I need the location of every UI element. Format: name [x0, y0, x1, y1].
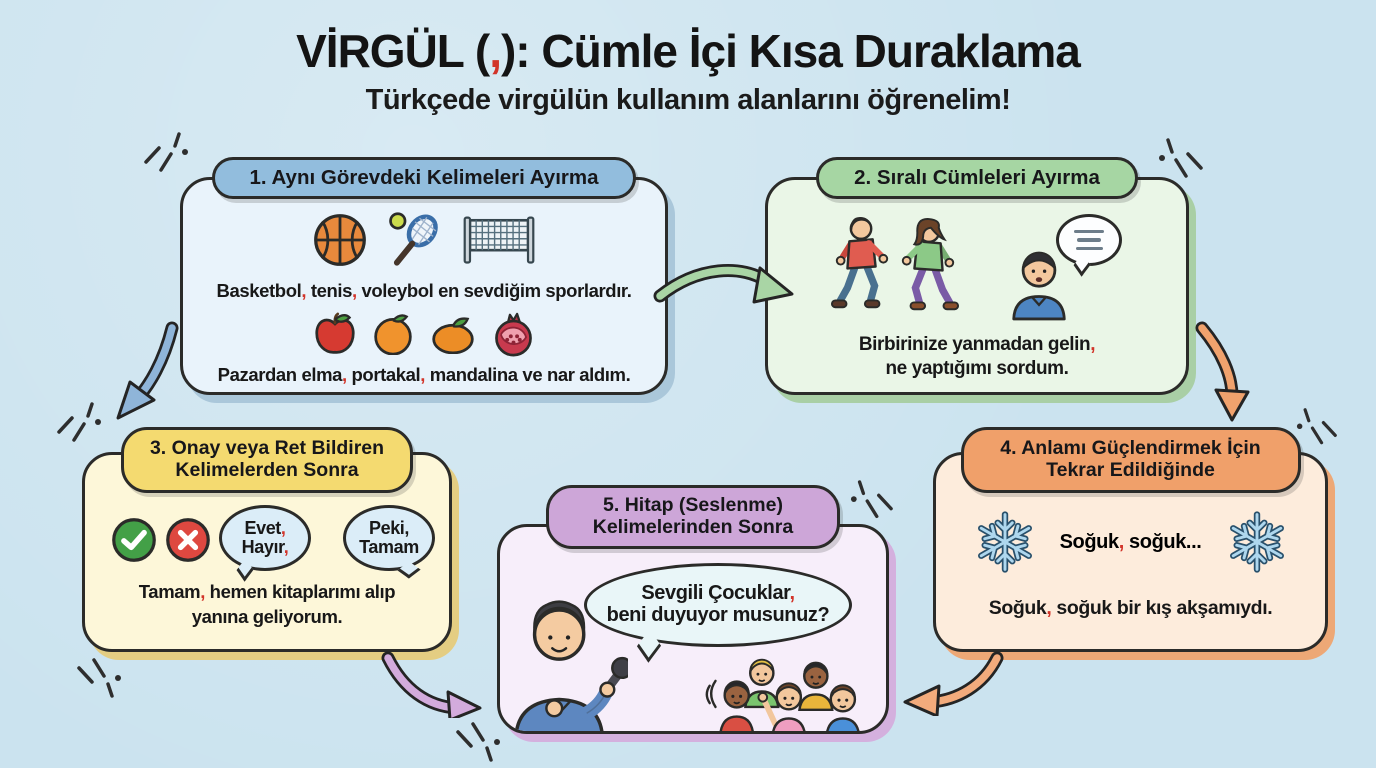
- text-segment: Peki,: [368, 517, 410, 538]
- page-subtitle: Türkçede virgülün kullanım alanlarını öğrenelim!: [365, 84, 1011, 116]
- example-sentence: [768, 334, 1186, 356]
- text-segment: Evet: [244, 517, 281, 538]
- text-segment: tenis: [306, 280, 353, 301]
- red-comma: ,: [420, 364, 426, 385]
- bubble-word: [369, 519, 409, 538]
- tennis-racket-icon: [386, 211, 444, 269]
- text-segment: Soğuk: [988, 597, 1047, 619]
- bubble-text-line: [1076, 247, 1103, 251]
- rule-box-4: [933, 437, 1328, 652]
- rule-box-2-body: [765, 177, 1189, 395]
- bubble-text-line: [1074, 230, 1104, 234]
- text-segment: mandalina ve nar aldım.: [425, 364, 631, 385]
- walking-man-icon: [830, 216, 894, 317]
- red-comma: ,: [283, 537, 289, 557]
- rule-box-2-header: 2. Sıralı Cümleleri Ayırma: [816, 157, 1138, 199]
- x-circle-icon: [165, 517, 211, 563]
- speech-bubble-icon: [219, 505, 311, 571]
- text-segment: ne yaptığımı sordum.: [885, 358, 1069, 379]
- rule-box-5-body: [497, 524, 889, 734]
- bubble-word: [359, 538, 419, 557]
- sparkle-doodle: [850, 480, 894, 524]
- basketball-icon: [312, 212, 368, 268]
- speaking-person-icon: [1010, 242, 1068, 321]
- bubble-text-line: [1077, 238, 1101, 242]
- rule-box-3: [82, 437, 452, 652]
- example-sentence: [183, 364, 665, 386]
- rule-box-3-header: 3. Onay veya Ret Bildiren Kelimelerden Sonra: [121, 427, 413, 493]
- rule-box-5: [497, 494, 889, 734]
- rule-box-4-header: 4. Anlamı Güçlendirmek İçin Tekrar Edildiğinde: [961, 427, 1301, 493]
- example-sentence: [768, 358, 1186, 380]
- red-comma: ,: [1046, 597, 1052, 619]
- text-segment: Soğuk: [1059, 530, 1119, 553]
- text-segment: soğuk...: [1123, 530, 1202, 553]
- pomegranate-icon: [492, 312, 535, 357]
- kids-audience-icon: [702, 647, 866, 734]
- text-segment: yanına geliyorum.: [191, 606, 343, 627]
- title-suffix: ): Cümle İçi Kısa Duraklama: [500, 25, 1080, 77]
- red-comma: ,: [1118, 530, 1124, 553]
- red-comma: ,: [352, 280, 357, 301]
- sparkle-doodle: [455, 716, 501, 762]
- sparkle-doodle: [1296, 408, 1338, 450]
- sparkle-doodle: [143, 132, 189, 178]
- apple-icon: [314, 312, 356, 356]
- mandarin-icon: [430, 315, 476, 354]
- red-comma: ,: [342, 364, 347, 385]
- arrow-box3-to-box5: [378, 650, 486, 718]
- arrow-box1-to-box2: [650, 252, 800, 330]
- speech-bubble-icon: [1056, 214, 1122, 266]
- bubble-word: [242, 538, 289, 557]
- text-segment: Pazardan elma: [217, 364, 343, 385]
- bubble-sentence: [607, 605, 830, 627]
- sound-waves-icon: [707, 681, 716, 707]
- red-comma: ,: [1090, 334, 1096, 355]
- rule-box-1: [180, 165, 668, 395]
- arrow-box1-to-box3: [102, 320, 187, 422]
- orange-icon: [372, 313, 414, 355]
- rule-box-1-header: 1. Aynı Görevdeki Kelimeleri Ayırma: [212, 157, 636, 199]
- speech-bubble-icon: [584, 563, 852, 647]
- red-comma: ,: [280, 517, 286, 538]
- bubble-word: [244, 519, 285, 538]
- walking-woman-icon: [896, 218, 960, 319]
- red-comma: ,: [301, 280, 307, 301]
- example-sentence: [936, 597, 1325, 620]
- text-segment: Tamam: [138, 581, 201, 602]
- rule-box-1-body: [180, 177, 668, 395]
- text-segment: beni duyuyor musunuz?: [606, 604, 830, 626]
- example-sentence: [183, 280, 665, 302]
- text-segment: Hayır: [241, 537, 284, 557]
- red-comma: ,: [200, 581, 205, 602]
- page-title: [0, 24, 1376, 78]
- text-segment: voleybol en sevdiğim sporlardır.: [356, 280, 632, 301]
- check-circle-icon: [111, 517, 157, 563]
- arrow-box4-to-box5: [895, 650, 1007, 716]
- title-prefix: VİRGÜL (: [296, 25, 490, 77]
- example-sentence: [85, 606, 449, 628]
- snowflake-icon: [1225, 510, 1289, 574]
- rule-box-5-header: 5. Hitap (Seslenme) Kelimelerinden Sonra: [546, 485, 840, 549]
- snowflake-icon: [973, 510, 1037, 574]
- echo-text: [1051, 531, 1211, 554]
- example-sentence: [85, 581, 449, 603]
- text-segment: soğuk bir kış akşamıydı.: [1051, 597, 1273, 619]
- kid: [799, 663, 832, 710]
- arrow-box2-to-box4: [1186, 320, 1258, 422]
- text-segment: Basketbol: [216, 280, 302, 301]
- sparkle-doodle: [76, 652, 122, 698]
- text-segment: Tamam: [359, 537, 419, 557]
- text-segment: portakal: [346, 364, 421, 385]
- sparkle-doodle: [1158, 138, 1204, 184]
- speech-bubble-icon: [343, 505, 435, 571]
- volleyball-net-icon: [462, 215, 536, 266]
- text-segment: hemen kitaplarımı alıp: [204, 581, 396, 602]
- red-comma: ,: [489, 25, 501, 77]
- text-segment: Birbirinize yanmadan gelin: [858, 334, 1091, 355]
- bubble-sentence: [641, 583, 794, 605]
- red-comma: ,: [789, 582, 795, 605]
- rule-box-2: [765, 165, 1189, 395]
- text-segment: Sevgili Çocuklar: [641, 582, 790, 605]
- sparkle-doodle: [56, 402, 102, 448]
